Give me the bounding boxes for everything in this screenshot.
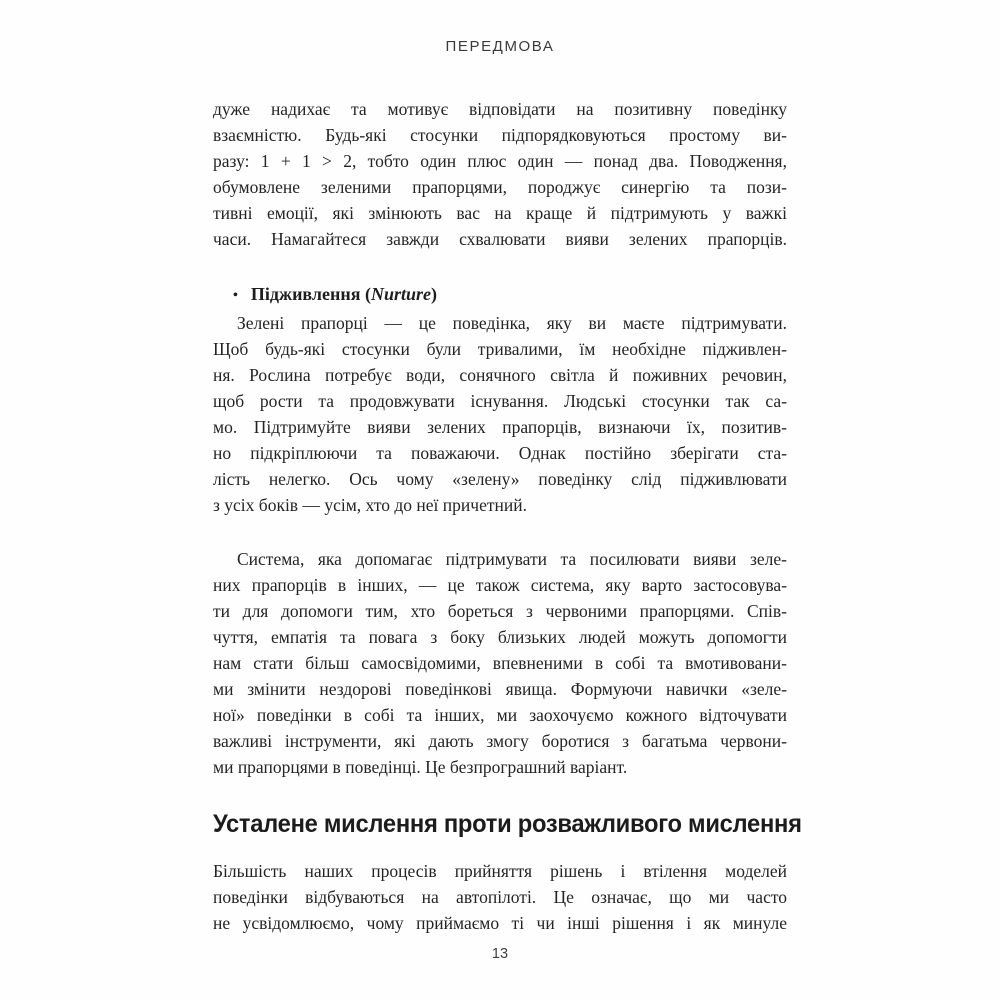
paragraph-mindset (213, 858, 787, 936)
bullet-heading-close-paren: ) (431, 284, 438, 304)
text-line: них прапорців в інших, — це також система, яку варто застосовува- (213, 575, 787, 595)
text-line: ми прапорцями в поведінці. Це безпрограшний варіант. (213, 757, 628, 777)
paragraph-system (213, 546, 787, 780)
text-line: тивні емоції, які змінюють вас на краще й підтримують у важкі (213, 203, 787, 223)
text-line: мо. Підтримуйте вияви зелених прапорців, визнаючи їх, позитив- (213, 417, 787, 437)
text-line: не усвідомлюємо, чому приймаємо ті чи інші рішення і як минуле (213, 913, 787, 933)
text-column (213, 96, 802, 936)
text-line: но підкріплюючи та поважаючи. Однак постійно зберігати ста- (213, 443, 787, 463)
text-line: Щоб будь-які стосунки були тривалими, їм необхідне підживлен- (213, 339, 787, 359)
text-line: дуже надихає та мотивує відповідати на позитивну поведінку (213, 99, 787, 119)
text-line: часи. Намагайтеся завжди схвалювати вияви зелених прапорців. (213, 229, 787, 249)
bullet-heading-title: Підживлення ( (250, 284, 371, 304)
text-line: з усіх боків — усім, хто до неї причетний. (213, 495, 527, 515)
text-line: поведінки відбуваються на автопілоті. Це означає, що ми часто (213, 887, 787, 907)
text-line: лість нелегко. Ось чому «зелену» поведінку слід підживлювати (213, 469, 787, 489)
bullet-heading (213, 281, 787, 310)
text-line: важливі інструменти, які дають змогу боротися з багатьма червони- (213, 731, 787, 751)
text-line: Система, яка допомагає підтримувати та посилювати вияви зеле- (237, 549, 787, 569)
page-number: 13 (491, 946, 509, 962)
text-line: чуття, емпатія та повага з боку близьких людей можуть допомогти (213, 627, 787, 647)
bullet-heading-term: Nurture (370, 284, 432, 304)
text-line: взаємністю. Будь-які стосунки підпорядковуються простому ви- (213, 125, 787, 145)
text-line: ня. Рослина потребує води, сонячного світла й поживних речовин, (213, 365, 787, 385)
text-line: Зелені прапорці — це поведінка, яку ви маєте підтримувати. (237, 313, 787, 333)
running-head: ПЕРЕДМОВА (445, 38, 555, 55)
text-line: ти для допомоги тим, хто бореться з червоними прапорцями. Спів- (213, 601, 787, 621)
paragraph-intro (213, 96, 787, 252)
text-line: ми змінити нездорові поведінкові явища. Формуючи навички «зеле- (213, 679, 787, 699)
paragraph-nurture (213, 310, 787, 518)
text-line: обумовлене зеленими прапорцями, породжує синергію та пози- (213, 177, 787, 197)
text-line: разу: 1 + 1 > 2, тобто один плюс один — понад два. Поводження, (213, 151, 787, 171)
section-heading: Усталене мислення проти розважливого мислення (213, 810, 802, 838)
text-line: Більшість наших процесів прийняття рішень і втілення моделей (213, 861, 787, 881)
text-line: ної» поведінки в собі та інших, ми заохочуємо кожного відточувати (213, 705, 787, 725)
text-line: щоб рости та продовжувати існування. Людські стосунки так са- (213, 391, 787, 411)
bullet-icon: • (233, 288, 238, 303)
text-line: нам стати більш самосвідомими, впевненими в собі та вмотивовани- (213, 653, 787, 673)
